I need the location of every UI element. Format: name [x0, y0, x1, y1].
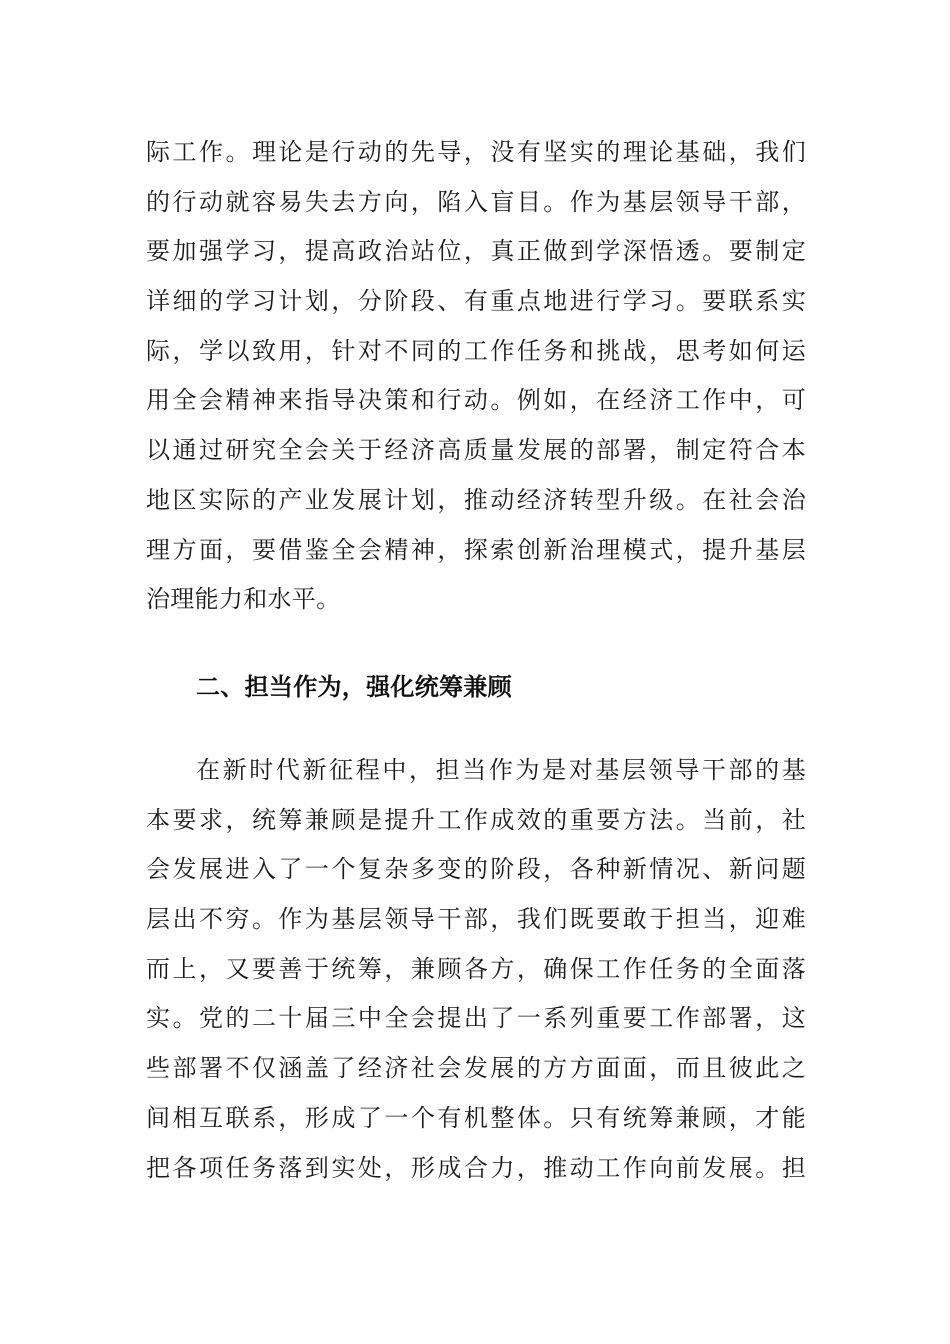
paragraph-2-line: 在新时代新征程中，担当作为是对基层领导干部的基 — [196, 756, 806, 784]
paragraph-1-line: 详细的学习计划，分阶段、有重点地进行学习。要联系实 — [146, 287, 806, 316]
paragraph-2-line: 而上，又要善于统筹，兼顾各方，确保工作任务的全面落 — [146, 954, 806, 983]
paragraph-2-line: 实。党的二十届三中全会提出了一系列重要工作部署，这 — [146, 1004, 806, 1033]
paragraph-1-line: 的行动就容易失去方向，陷入盲目。作为基层领导干部， — [146, 187, 806, 216]
paragraph-1-line: 地区实际的产业发展计划，推动经济转型升级。在社会治 — [146, 485, 806, 514]
paragraph-2-line: 层出不穷。作为基层领导干部，我们既要敢于担当，迎难 — [146, 905, 806, 934]
paragraph-2-line: 间相互联系，形成了一个有机整体。只有统筹兼顾，才能 — [146, 1103, 806, 1132]
paragraph-1-line: 际，学以致用，针对不同的工作任务和挑战，思考如何运 — [146, 336, 806, 365]
paragraph-1-line: 用全会精神来指导决策和行动。例如，在经济工作中，可 — [146, 386, 806, 415]
paragraph-1-line: 以通过研究全会关于经济高质量发展的部署，制定符合本 — [146, 436, 806, 465]
paragraph-2-line: 把各项任务落到实处，形成合力，推动工作向前发展。担 — [146, 1153, 806, 1182]
paragraph-1-line: 要加强学习，提高政治站位，真正做到学深悟透。要制定 — [146, 237, 806, 266]
paragraph-1-line: 际工作。理论是行动的先导，没有坚实的理论基础，我们 — [146, 138, 806, 166]
section-heading: 二、担当作为，强化统筹兼顾 — [196, 673, 512, 701]
paragraph-2 — [146, 746, 806, 1193]
paragraph-2-line: 本要求，统筹兼顾是提升工作成效的重要方法。当前，社 — [146, 805, 806, 834]
paragraph-2-line: 些部署不仅涵盖了经济社会发展的方方面面，而且彼此之 — [146, 1054, 806, 1083]
paragraph-1-line: 治理能力和水平。 — [146, 585, 341, 614]
paragraph-1 — [146, 128, 806, 625]
paragraph-2-line: 会发展进入了一个复杂多变的阶段，各种新情况、新问题 — [146, 855, 806, 884]
paragraph-1-line: 理方面，要借鉴全会精神，探索创新治理模式，提升基层 — [146, 535, 806, 564]
